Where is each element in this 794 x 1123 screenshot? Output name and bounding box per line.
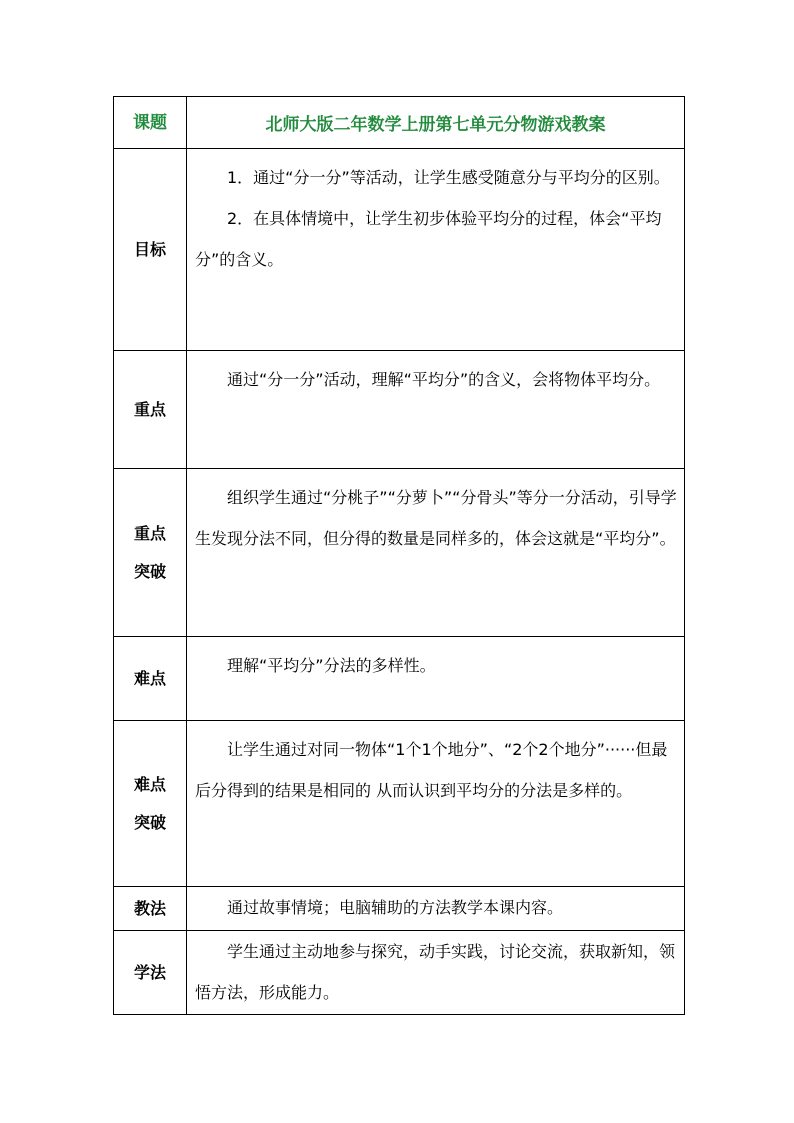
- row-key: [114, 351, 685, 469]
- goal-label: [114, 149, 187, 351]
- goal-item-2: 2．在具体情境中，让学生初步体验平均分的过程，体会“平均分”的含义。: [195, 209, 662, 269]
- goal-content: [187, 149, 685, 351]
- row-key-breakthrough: [114, 469, 685, 637]
- difficulty-breakthrough-text: 让学生通过对同一物体“1个1个地分”、“2个2个地分”······但最后分得到的结果是相同的 从而认识到平均分的分法是多样的。: [195, 740, 668, 800]
- difficulty-breakthrough-content: [187, 721, 685, 887]
- row-learning-method: [114, 931, 685, 1015]
- key-breakthrough-label-line-2: 突破: [133, 561, 166, 581]
- key-content: [187, 351, 685, 469]
- learning-method-label: [114, 931, 187, 1015]
- difficulty-label: [114, 637, 187, 721]
- key-breakthrough-label-line-1: 重点: [133, 523, 166, 543]
- teaching-method-label-text: 教法: [133, 898, 166, 918]
- row-goal: [114, 149, 685, 351]
- difficulty-content: [187, 637, 685, 721]
- key-breakthrough-label: [114, 469, 187, 637]
- difficulty-breakthrough-label: [114, 721, 187, 887]
- learning-method-text: 学生通过主动地参与探究，动手实践，讨论交流，获取新知，领悟方法，形成能力。: [195, 942, 676, 1002]
- difficulty-label-text: 难点: [133, 668, 166, 688]
- teaching-method-text: 通过故事情境；电脑辅助的方法教学本课内容。: [227, 898, 564, 917]
- key-text: 通过“分一分”活动，理解“平均分”的含义，会将物体平均分。: [227, 370, 661, 389]
- goal-item-1: 1．通过“分一分”等活动，让学生感受随意分与平均分的区别。: [227, 168, 670, 187]
- title-row: [114, 97, 685, 149]
- lesson-title: 北师大版二年数学上册第七单元分物游戏教案: [187, 97, 685, 149]
- teaching-method-content: [187, 887, 685, 931]
- teaching-method-label: [114, 887, 187, 931]
- key-breakthrough-text: 组织学生通过“分桃子”“分萝卜”“分骨头”等分一分活动，引导学生发现分法不同，但分得的数量是同样多的，体会这就是“平均分”。: [195, 488, 677, 548]
- learning-method-content: [187, 931, 685, 1015]
- key-label-text: 重点: [133, 399, 166, 419]
- difficulty-breakthrough-label-line-1: 难点: [133, 774, 166, 794]
- title-label: 课题: [114, 97, 187, 149]
- row-difficulty-breakthrough: [114, 721, 685, 887]
- difficulty-breakthrough-label-line-2: 突破: [133, 812, 166, 832]
- lesson-plan-table: [113, 96, 685, 1015]
- key-label: [114, 351, 187, 469]
- difficulty-text: 理解“平均分”分法的多样性。: [227, 656, 436, 675]
- goal-label-text: 目标: [133, 239, 166, 259]
- learning-method-label-text: 学法: [133, 962, 166, 982]
- row-difficulty: [114, 637, 685, 721]
- row-teaching-method: [114, 887, 685, 931]
- key-breakthrough-content: [187, 469, 685, 637]
